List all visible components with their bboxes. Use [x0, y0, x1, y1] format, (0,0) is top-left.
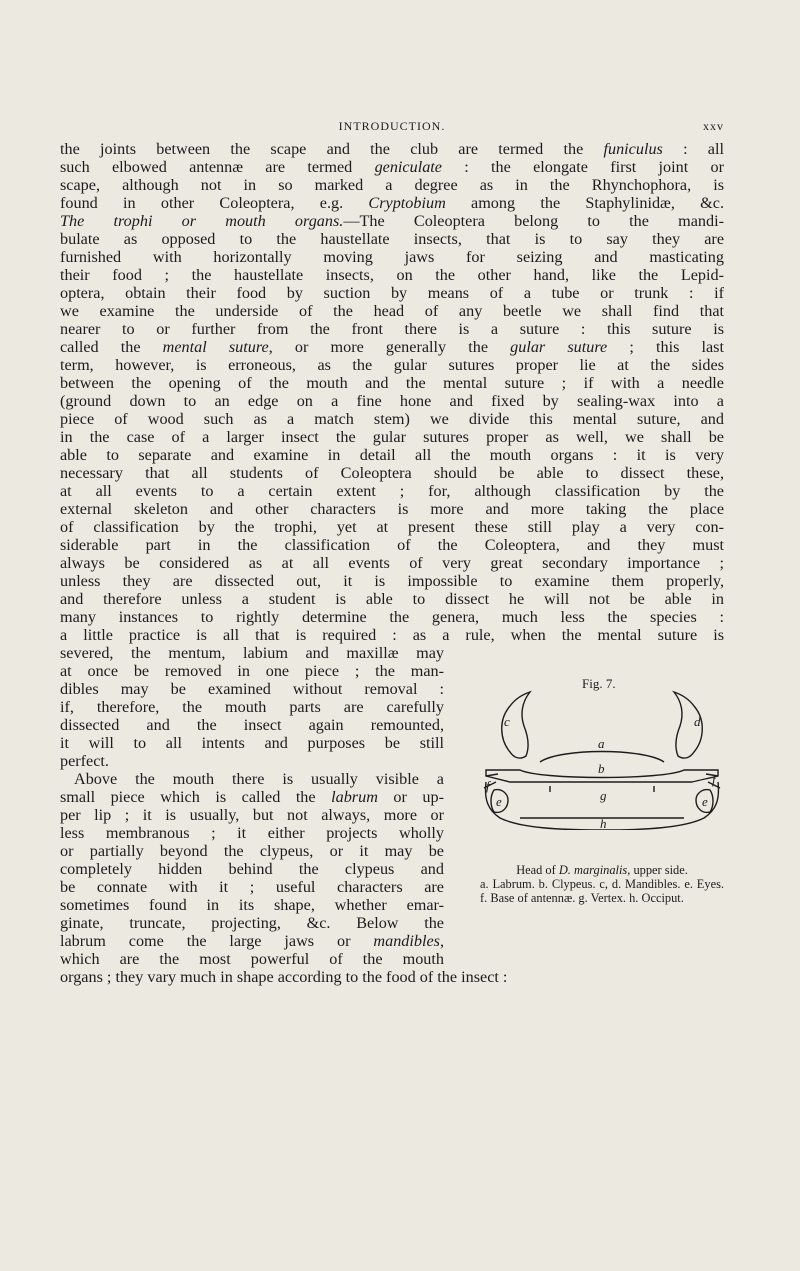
part-label-h: h: [600, 816, 607, 830]
part-label-f-left: f: [486, 778, 490, 793]
body-text: [60, 140, 724, 986]
text-line: Above the mouth there is usually visible a: [74, 770, 444, 788]
text-line: the joints between the scape and the club are termed the funiculus : all: [60, 140, 724, 158]
text-line: siderable part in the classification of the Coleoptera, and they must: [60, 536, 724, 554]
beetle-head-figure: [480, 690, 724, 830]
text-line: if, therefore, the mouth parts are carefully: [60, 698, 444, 716]
part-label-e-left: e: [496, 794, 502, 809]
text-line: able to separate and examine in detail all the mouth organs : it is very: [60, 446, 724, 464]
text-line: scape, although not in so marked a degree as in the Rhynchophora, is: [60, 176, 724, 194]
caption-legend: a. Labrum. b. Clypeus. c, d. Mandibles. e. Eyes. f. Base of antennæ. g. Vertex. h. Occiput.: [480, 877, 724, 905]
text-line: in the case of a larger insect the gular sutures proper as well, we shall be: [60, 428, 724, 446]
running-header: [60, 119, 724, 139]
text-line: at once be removed in one piece ; the man-: [60, 662, 444, 680]
text-line: perfect.: [60, 752, 109, 770]
text-line: severed, the mentum, labium and maxillæ may: [60, 644, 444, 662]
text-line: completely hidden behind the clypeus and: [60, 860, 444, 878]
text-line: ginate, truncate, projecting, &c. Below the: [60, 914, 444, 932]
text-line: such elbowed antennæ are termed geniculate : the elongate first joint or: [60, 158, 724, 176]
text-line: necessary that all students of Coleoptera should be able to dissect these,: [60, 464, 724, 482]
text-line: (ground down to an edge on a fine hone and fixed by sealing-wax into a: [60, 392, 724, 410]
text-line: dibles may be examined without removal :: [60, 680, 444, 698]
text-line: we examine the underside of the head of any beetle we shall find that: [60, 302, 724, 320]
part-label-g: g: [600, 788, 607, 803]
figure-label: Fig. 7.: [582, 676, 616, 691]
text-line: less membranous ; it either projects wholly: [60, 824, 444, 842]
text-line: unless they are dissected out, it is impossible to examine them properly,: [60, 572, 724, 590]
text-line: external skeleton and other characters is more and more taking the place: [60, 500, 724, 518]
text-line: labrum come the large jaws or mandibles,: [60, 932, 444, 950]
part-label-a: a: [598, 736, 605, 751]
text-line: nearer to or further from the front there is a suture : this suture is: [60, 320, 724, 338]
part-label-d: d: [694, 714, 701, 729]
page-number: xxv: [703, 119, 724, 133]
text-line-final: organs ; they vary much in shape according to the food of the insect :: [60, 968, 508, 986]
text-line: piece of wood such as a match stem) we divide this mental suture, and: [60, 410, 724, 428]
text-line: and therefore unless a student is able to dissect he will not be able in: [60, 590, 724, 608]
text-line: of classification by the trophi, yet at present these still play a very con-: [60, 518, 724, 536]
part-label-c: c: [504, 714, 510, 729]
text-line: a little practice is all that is required : as a rule, when the mental suture is: [60, 626, 724, 644]
text-line: their food ; the haustellate insects, on the other hand, like the Lepid-: [60, 266, 724, 284]
text-line: term, however, is erroneous, as the gular sutures proper lie at the sides: [60, 356, 724, 374]
text-line: per lip ; it is usually, but not always, more or: [60, 806, 444, 824]
text-line: always be considered as at all events of very great secondary importance ;: [60, 554, 724, 572]
text-line: bulate as opposed to the haustellate insects, that is to say they are: [60, 230, 724, 248]
text-line: dissected and the insect again remounted,: [60, 716, 444, 734]
caption-title: Head of D. marginalis, upper side.: [516, 863, 688, 877]
part-label-f-right: f: [712, 772, 716, 787]
text-line: it will to all intents and purposes be still: [60, 734, 444, 752]
text-line: furnished with horizontally moving jaws for seizing and masticating: [60, 248, 724, 266]
text-line: between the opening of the mouth and the mental suture ; if with a needle: [60, 374, 724, 392]
text-line: be connate with it ; useful characters are: [60, 878, 444, 896]
text-line: sometimes found in its shape, whether emar-: [60, 896, 444, 914]
text-line: or partially beyond the clypeus, or it may be: [60, 842, 444, 860]
text-line: The trophi or mouth organs.—The Coleoptera belong to the mandi-: [60, 212, 724, 230]
figure-caption: [480, 863, 724, 905]
part-label-e-right: e: [702, 794, 708, 809]
full-width-paragraph: [60, 140, 724, 644]
text-line: optera, obtain their food by suction by means of a tube or trunk : if: [60, 284, 724, 302]
text-line: called the mental suture, or more generally the gular suture ; this last: [60, 338, 724, 356]
text-line: at all events to a certain extent ; for, although classification by the: [60, 482, 724, 500]
text-line: which are the most powerful of the mouth: [60, 950, 444, 968]
part-label-b: b: [598, 761, 605, 776]
text-line: small piece which is called the labrum or up-: [60, 788, 444, 806]
text-line: found in other Coleoptera, e.g. Cryptobium among the Staphylinidæ, &c.: [60, 194, 724, 212]
text-line: many instances to rightly determine the genera, much less the species :: [60, 608, 724, 626]
running-title: INTRODUCTION.: [338, 119, 446, 133]
